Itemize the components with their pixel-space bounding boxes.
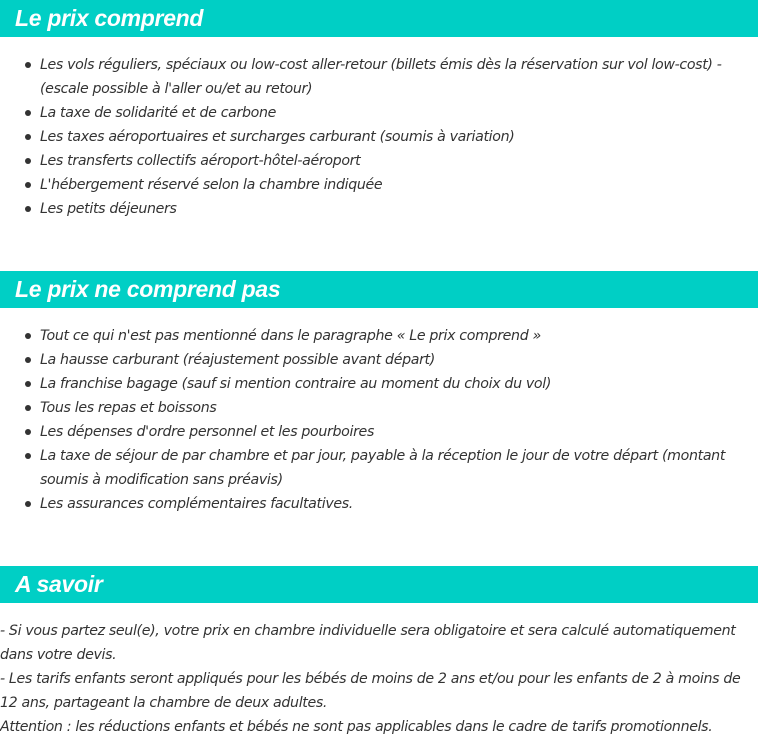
section-title-excluded: Le prix ne comprend pas bbox=[15, 276, 281, 302]
list-item: Tout ce qui n'est pas mentionné dans le paragraphe « Le prix comprend » bbox=[0, 324, 758, 348]
list-item: L'hébergement réservé selon la chambre indiquée bbox=[0, 173, 758, 197]
list-item: Les vols réguliers, spéciaux ou low-cost aller-retour (billets émis dès la réservation sur vol low-cost) - (escale possible à l'aller ou/et au retour) bbox=[0, 53, 758, 101]
list-item: Les petits déjeuners bbox=[0, 197, 758, 221]
section-included bbox=[0, 0, 758, 221]
note-line: - Les tarifs enfants seront appliqués pour les bébés de moins de 2 ans et/ou pour les enfants de 2 à moins de 12 ans, partageant la chambre de deux adultes. bbox=[0, 671, 741, 711]
list-item: La hausse carburant (réajustement possible avant départ) bbox=[0, 348, 758, 372]
excluded-list bbox=[0, 324, 758, 516]
section-title-included: Le prix comprend bbox=[15, 5, 204, 31]
section-header-notes bbox=[0, 566, 758, 603]
section-header-excluded bbox=[0, 271, 758, 308]
list-item: Les dépenses d'ordre personnel et les pourboires bbox=[0, 420, 758, 444]
list-item: La taxe de séjour de par chambre et par jour, payable à la réception le jour de votre départ (montant soumis à modification sans préavis) bbox=[0, 444, 758, 492]
section-excluded bbox=[0, 271, 758, 516]
section-notes bbox=[0, 566, 758, 739]
section-header-included bbox=[0, 0, 758, 37]
section-title-notes: A savoir bbox=[15, 571, 103, 597]
note-line: - Si vous partez seul(e), votre prix en chambre individuelle sera obligatoire et sera calculé automatiquement dans votre devis. bbox=[0, 623, 736, 663]
list-item: Les assurances complémentaires facultatives. bbox=[0, 492, 758, 516]
list-item: La franchise bagage (sauf si mention contraire au moment du choix du vol) bbox=[0, 372, 758, 396]
list-item: Tous les repas et boissons bbox=[0, 396, 758, 420]
included-list bbox=[0, 53, 758, 221]
note-line: Attention : les réductions enfants et bébés ne sont pas applicables dans le cadre de tarifs promotionnels. bbox=[0, 719, 713, 735]
notes-body bbox=[0, 619, 758, 739]
list-item: La taxe de solidarité et de carbone bbox=[0, 101, 758, 125]
list-item: Les taxes aéroportuaires et surcharges carburant (soumis à variation) bbox=[0, 125, 758, 149]
list-item: Les transferts collectifs aéroport-hôtel-aéroport bbox=[0, 149, 758, 173]
